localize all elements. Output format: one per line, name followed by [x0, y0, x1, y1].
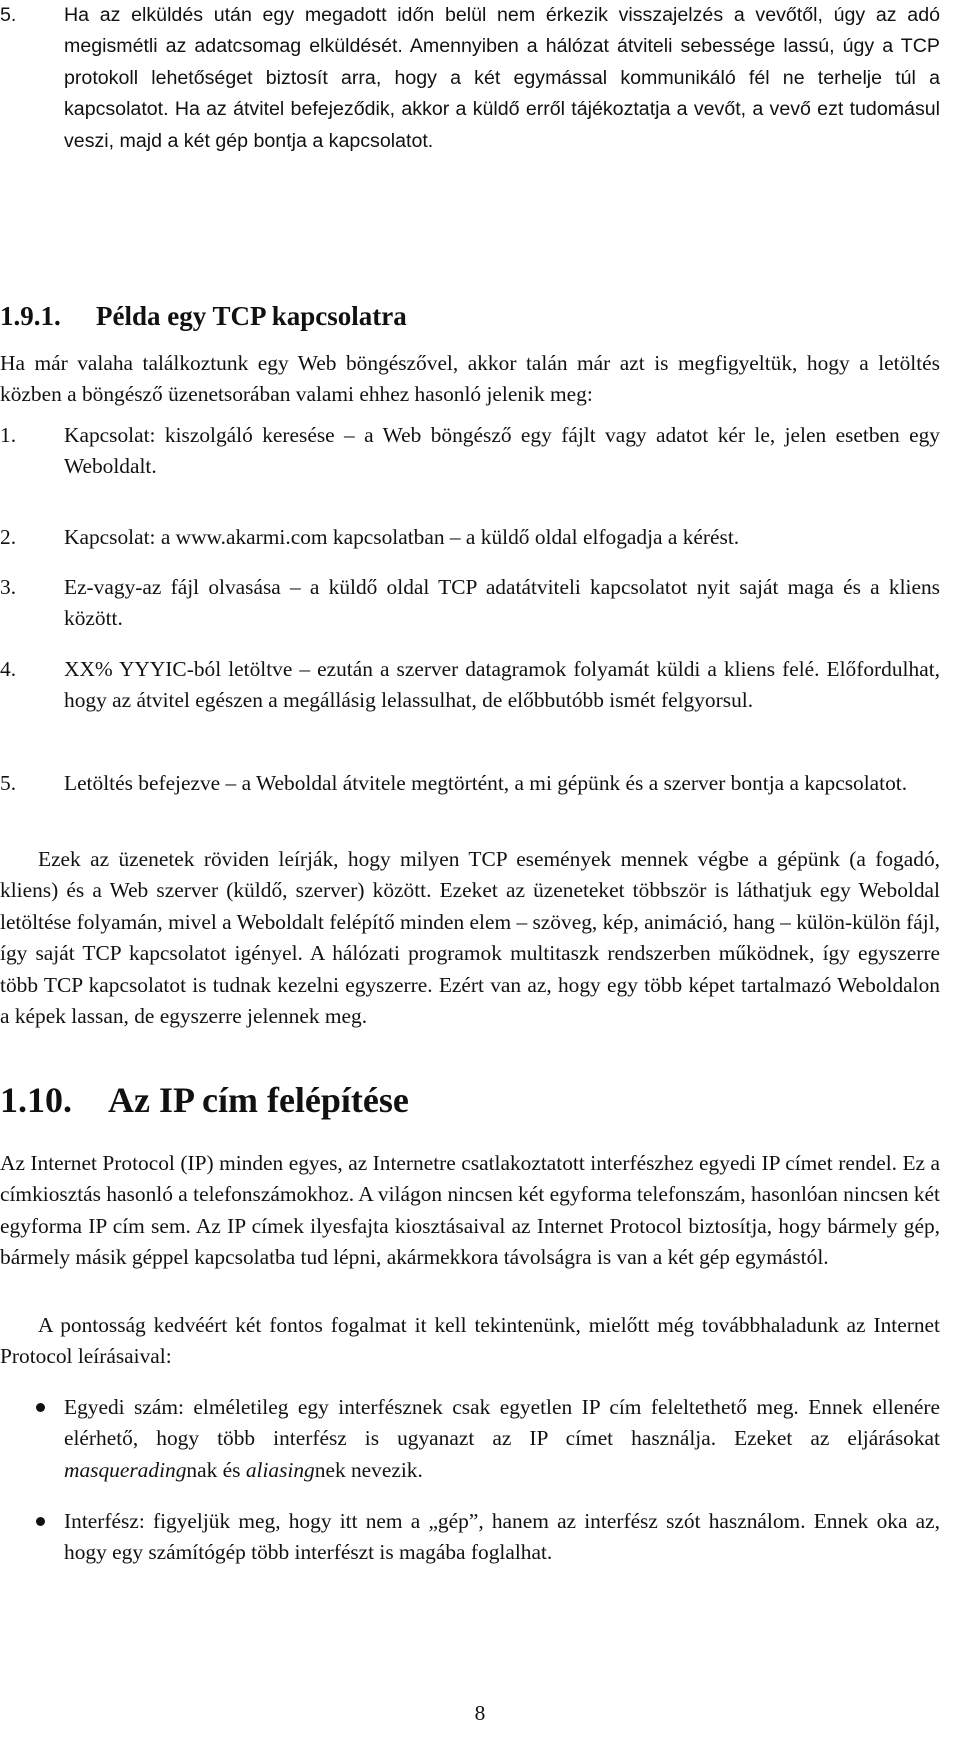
bullet-dot-icon [36, 1517, 45, 1526]
list-item-number: 5. [0, 771, 17, 795]
intro-paragraph: Ha már valaha találkoztunk egy Web böngészővel, akkor talán már azt is megfigyeltük, hogy a letöltés közben a böngésző üzenetsorában valami ehhez hasonló jelenik meg: [0, 351, 940, 407]
bullet-dot-icon [36, 1403, 45, 1412]
subsection-number: 1.9.1. [0, 301, 61, 331]
subsection-heading [0, 298, 407, 334]
list-item-text: Kapcsolat: a www.akarmi.com kapcsolatban – a küldő oldal elfogadja a kérést. [64, 525, 740, 549]
list-item-text: Letöltés befejezve – a Weboldal átvitele megtörtént, a mi gépünk és a szerver bontja a kapcsolatot. [64, 771, 908, 795]
list-item-text: Kapcsolat: kiszolgáló keresése – a Web böngésző egy fájlt vagy adatot kér le, jelen esetben egy Weboldalt. [64, 423, 940, 479]
section-number: 1.10. [0, 1080, 72, 1120]
page-number: 8 [474, 1701, 486, 1725]
section-heading [0, 1078, 409, 1122]
list-item-text: Ez-vagy-az fájl olvasása – a küldő oldal TCP adatátviteli kapcsolatot nyit saját maga és a kliens között. [64, 575, 940, 631]
bullet-text-after: nek nevezik. [314, 1457, 423, 1482]
term-aliasing: aliasing [245, 1457, 315, 1482]
bullet-text-before: Egyedi szám: elméletileg egy interfésznek csak egyetlen IP cím feleltethető meg. Ennek ellenére elérhető, hogy több interfész is ugyanazt az IP címet használja. Ezeket az eljárásokat [64, 1395, 940, 1451]
ip-paragraph-2: A pontosság kedvéért két fontos fogalmat it kell tekintenünk, mielőtt még továbbhaladunk az Internet Protocol leírásaival: [0, 1313, 940, 1369]
list-item-number: 3. [0, 575, 17, 599]
list-item-number: 5. [0, 4, 17, 26]
list-item-number: 2. [0, 525, 17, 549]
ip-paragraph-1: Az Internet Protocol (IP) minden egyes, az Internetre csatlakoztatott interfészhez egyedi IP címet rendel. Ez a címkiosztás hasonló a telefonszámokhoz. A világon nincsen két egyforma telefonszám, hasonlóan nincsen két egyforma IP cím sem. Az IP címek ilyesfajta kiosztásaival az Internet Protocol biztosítja, hogy bármely gép, bármely másik géppel kapcsolatba tud lépni, akármekkora távolságra is van a két gép egymástól. [0, 1151, 940, 1270]
bullet-text: Interfész: figyeljük meg, hogy itt nem a „gép”, hanem az interfész szót használom. Ennek oka az, hogy egy számítógép több interfészt is magába foglalhat. [64, 1509, 940, 1565]
bullet-text-middle: nak és [186, 1457, 246, 1482]
bullet-text [64, 1392, 940, 1486]
list-item-number: 4. [0, 657, 17, 681]
list-item-number: 1. [0, 423, 17, 447]
term-masquerading: masquerading [64, 1457, 187, 1482]
list-item-text: Ha az elküldés után egy megadott időn belül nem érkezik visszajelzés a vevőtől, úgy az adó megismétli az adatcsomag elküldését. Amennyiben a hálózat átviteli sebessége lassú, úgy a TCP protokoll lehetőséget biztosít arra, hogy a két egymással kommunikáló fél ne terhelje túl a kapcsolatot. Ha az átvitel befejeződik, akkor a küldő erről tájékoztatja a vevőt, a vevő ezt tudomásul veszi, majd a két gép bontja a kapcsolatot. [64, 4, 940, 152]
section-title: Az IP cím felépítése [108, 1080, 409, 1120]
list-item-text: XX% YYYIC-ból letöltve – ezután a szerver datagramok folyamát küldi a kliens felé. Előfordulhat, hogy az átvitel egészen a megállásig lelassulhat, de előbbutóbb ismét felgyorsul. [64, 657, 940, 713]
subsection-title: Példa egy TCP kapcsolatra [96, 301, 407, 331]
summary-paragraph: Ezek az üzenetek röviden leírják, hogy milyen TCP események mennek végbe a gépünk (a fogadó, kliens) és a Web szerver (küldő, szerver) között. Ezeket az üzeneteket többször is láthatjuk egy Weboldal letöltése folyamán, mivel a Weboldalt felépítő minden elem – szöveg, kép, animáció, hang – külön-külön fájl, így saját TCP kapcsolatot igényel. A hálózati programok multitaszk rendszerben működnek, így egyszerre több TCP kapcsolatot is tudnak kezelni egyszerre. Ezért van az, hogy egy több képet tartalmazó Weboldalon a képek lassan, de egyszerre jelennek meg. [0, 847, 940, 1029]
